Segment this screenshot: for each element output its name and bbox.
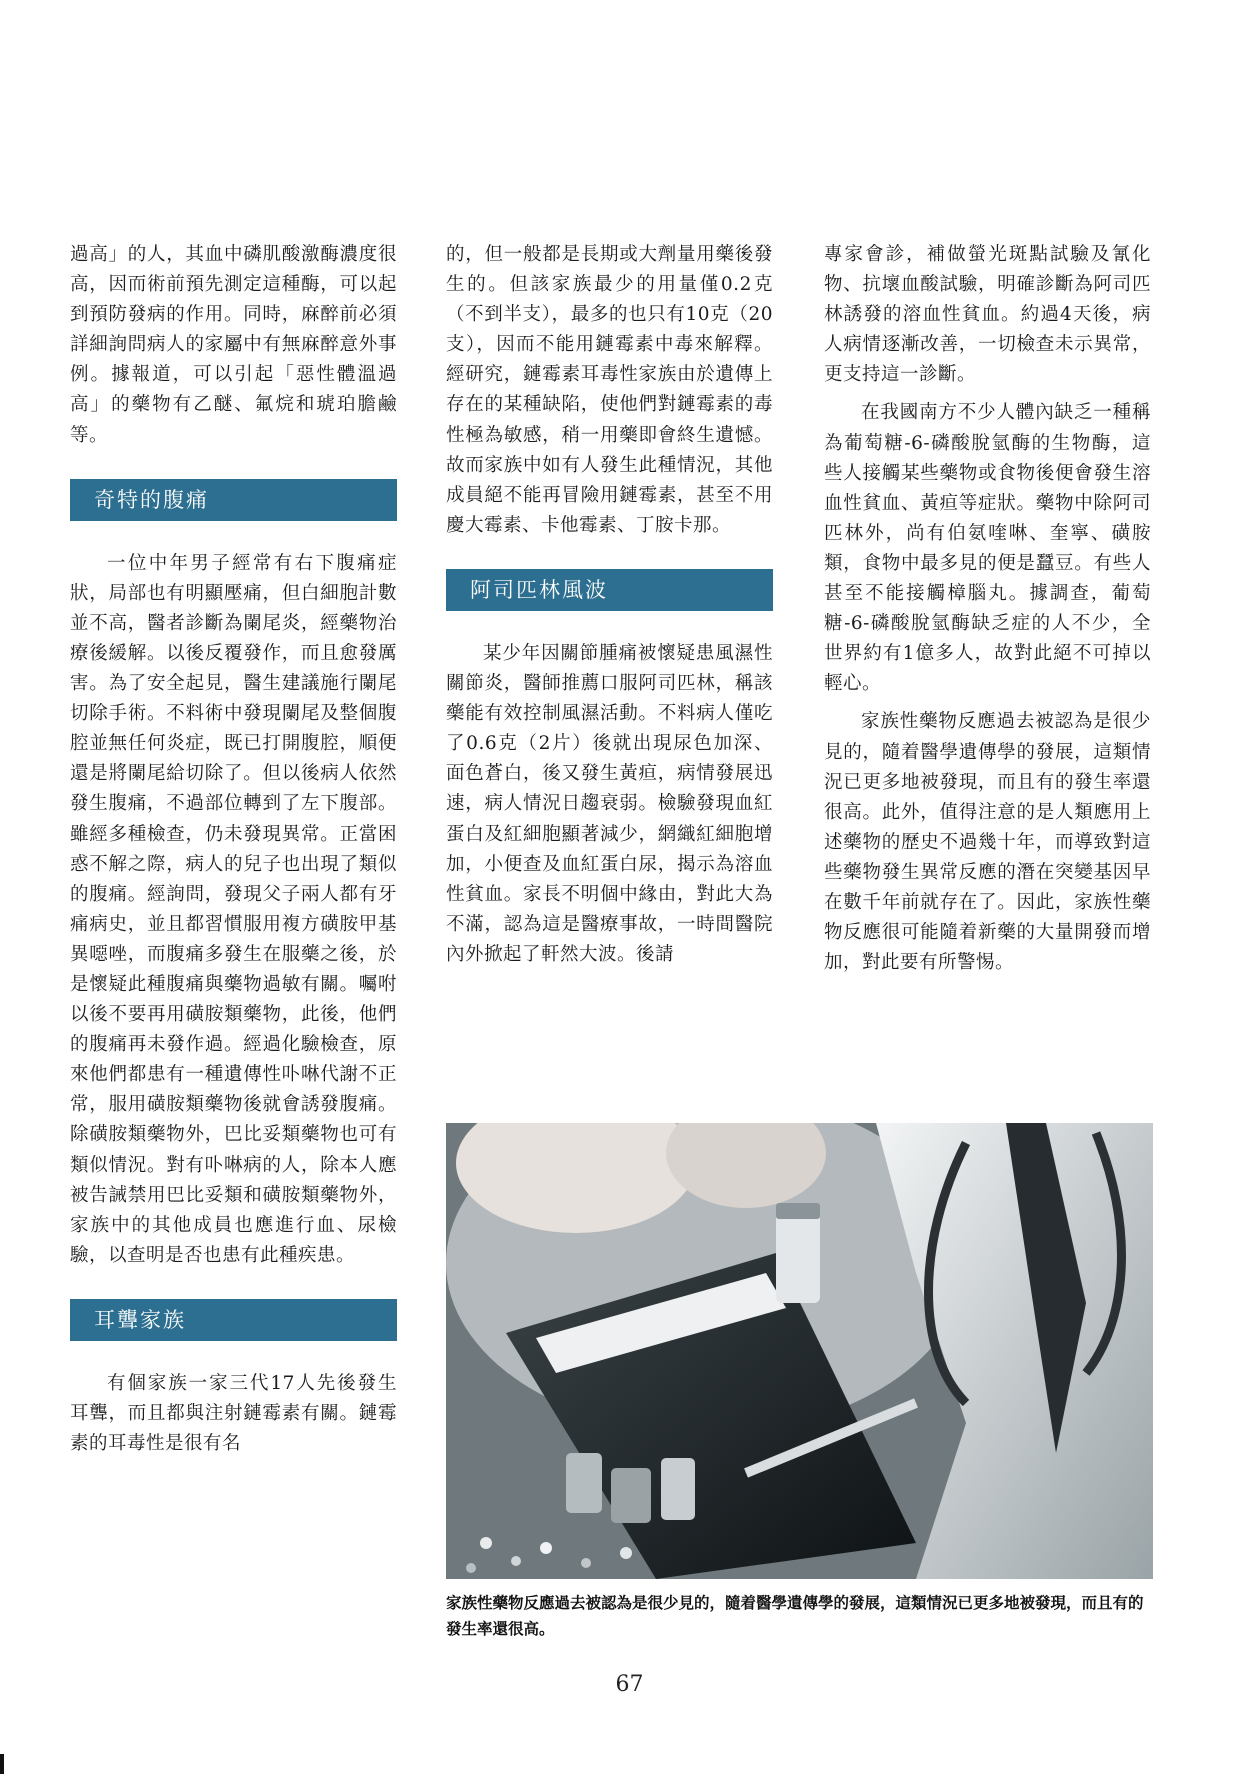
scan-edge-mark [0,1754,4,1774]
doctor-medicine-photo [446,1123,1153,1579]
column-right [824,240,1151,978]
photo-caption: 家族性藥物反應過去被認為是很少見的，隨着醫學遺傳學的發展，這類情況已更多地被發現，而且有的發生率還很高。 [446,1594,1144,1638]
section-heading: 阿司匹林風波 [446,569,773,611]
paragraph: 專家會診，補做螢光斑點試驗及氰化物、抗壞血酸試驗，明確診斷為阿司匹林誘發的溶血性貧血。約過4天後，病人病情逐漸改善，一切檢查未示異常，更支持這一診斷。 [824,244,1151,386]
column-middle [446,240,773,970]
paragraph: 一位中年男子經常有右下腹痛症狀，局部也有明顯壓痛，但白細胞計數並不高，醫者診斷為闌尾炎，經藥物治療後緩解。以後反覆發作，而且愈發厲害。為了安全起見，醫生建議施行闌尾切除手術。不料術中發現闌尾及整個腹腔並無任何炎症，既已打開腹腔，順便還是將闌尾給切除了。但以後病人依然發生腹痛，不過部位轉到了左下腹部。雖經多種檢查，仍未發現異常。正當困惑不解之際，病人的兒子也出現了類似的腹痛。經詢問，發現父子兩人都有牙痛病史，並且都習慣服用複方磺胺甲基異噁唑，而腹痛多發生在服藥之後，於是懷疑此種腹痛與藥物過敏有關。囑咐以後不要再用磺胺類藥物，此後，他們的腹痛再未發作過。經過化驗檢查，原來他們都患有一種遺傳性卟啉代謝不正常，服用磺胺類藥物後就會誘發腹痛。除磺胺類藥物外，巴比妥類藥物也可有類似情況。對有卟啉病的人，除本人應被告誡禁用巴比妥類和磺胺類藥物外，家族中的其他成員也應進行血、尿檢驗，以查明是否也患有此種疾患。 [70,552,397,1266]
paragraph: 某少年因關節腫痛被懷疑患風濕性關節炎，醫師推薦口服阿司匹林，稱該藥能有效控制風濕活動。不料病人僅吃了0.6克（2片）後就出現尿色加深、面色蒼白，後又發生黃疸，病情發展迅速，病人情況日趨衰弱。檢驗發現血紅蛋白及紅細胞顯著減少，網織紅細胞增加，小便查及血紅蛋白尿，揭示為溶血性貧血。家長不明個中緣由，對此大為不滿，認為這是醫療事故，一時間醫院內外掀起了軒然大波。後請 [446,642,773,965]
paragraph: 有個家族一家三代17人先後發生耳聾，而且都與注射鏈霉素有關。鏈霉素的耳毒性是很有名 [70,1372,397,1455]
section-heading: 奇特的腹痛 [70,479,397,521]
column-left [70,240,397,1459]
photo-illustration [446,1123,1153,1579]
paragraph: 過高」的人，其血中磷肌酸激酶濃度很高，因而術前預先測定這種酶，可以起到預防發病的作用。同時，麻醉前必須詳細詢問病人的家屬中有無麻醉意外事例。據報道，可以引起「惡性體溫過高」的藥物有乙醚、氟烷和琥珀膽鹼等。 [70,244,397,446]
paragraph: 的，但一般都是長期或大劑量用藥後發生的。但該家族最少的用量僅0.2克（不到半支），最多的也只有10克（20支），因而不能用鏈霉素中毒來解釋。經研究，鏈霉素耳毒性家族由於遺傳上存在的某種缺陷，使他們對鏈霉素的毒性極為敏感，稍一用藥即會終生遺憾。故而家族中如有人發生此種情況，其他成員絕不能再冒險用鏈霉素，甚至不用慶大霉素、卡他霉素、丁胺卡那。 [446,244,773,536]
section-heading: 耳聾家族 [70,1299,397,1341]
paragraph: 家族性藥物反應過去被認為是很少見的，隨着醫學遺傳學的發展，這類情況已更多地被發現，而且有的發生率還很高。此外，值得注意的是人類應用上述藥物的歷史不過幾十年，而導致對這些藥物發生異常反應的潛在突變基因早在數千年前就存在了。因此，家族性藥物反應很可能隨着新藥的大量開發而增加，對此要有所警惕。 [824,711,1151,974]
page-number: 67 [615,1672,644,1697]
paragraph: 在我國南方不少人體內缺乏一種稱為葡萄糖-6-磷酸脫氫酶的生物酶，這些人接觸某些藥物或食物後便會發生溶血性貧血、黃疸等症狀。藥物中除阿司匹林外，尚有伯氨喹啉、奎寧、磺胺類，食物中最多見的便是蠶豆。有些人甚至不能接觸樟腦丸。據調查，葡萄糖-6-磷酸脫氫酶缺乏症的人不少，全世界約有1億多人，故對此絕不可掉以輕心。 [824,402,1151,695]
